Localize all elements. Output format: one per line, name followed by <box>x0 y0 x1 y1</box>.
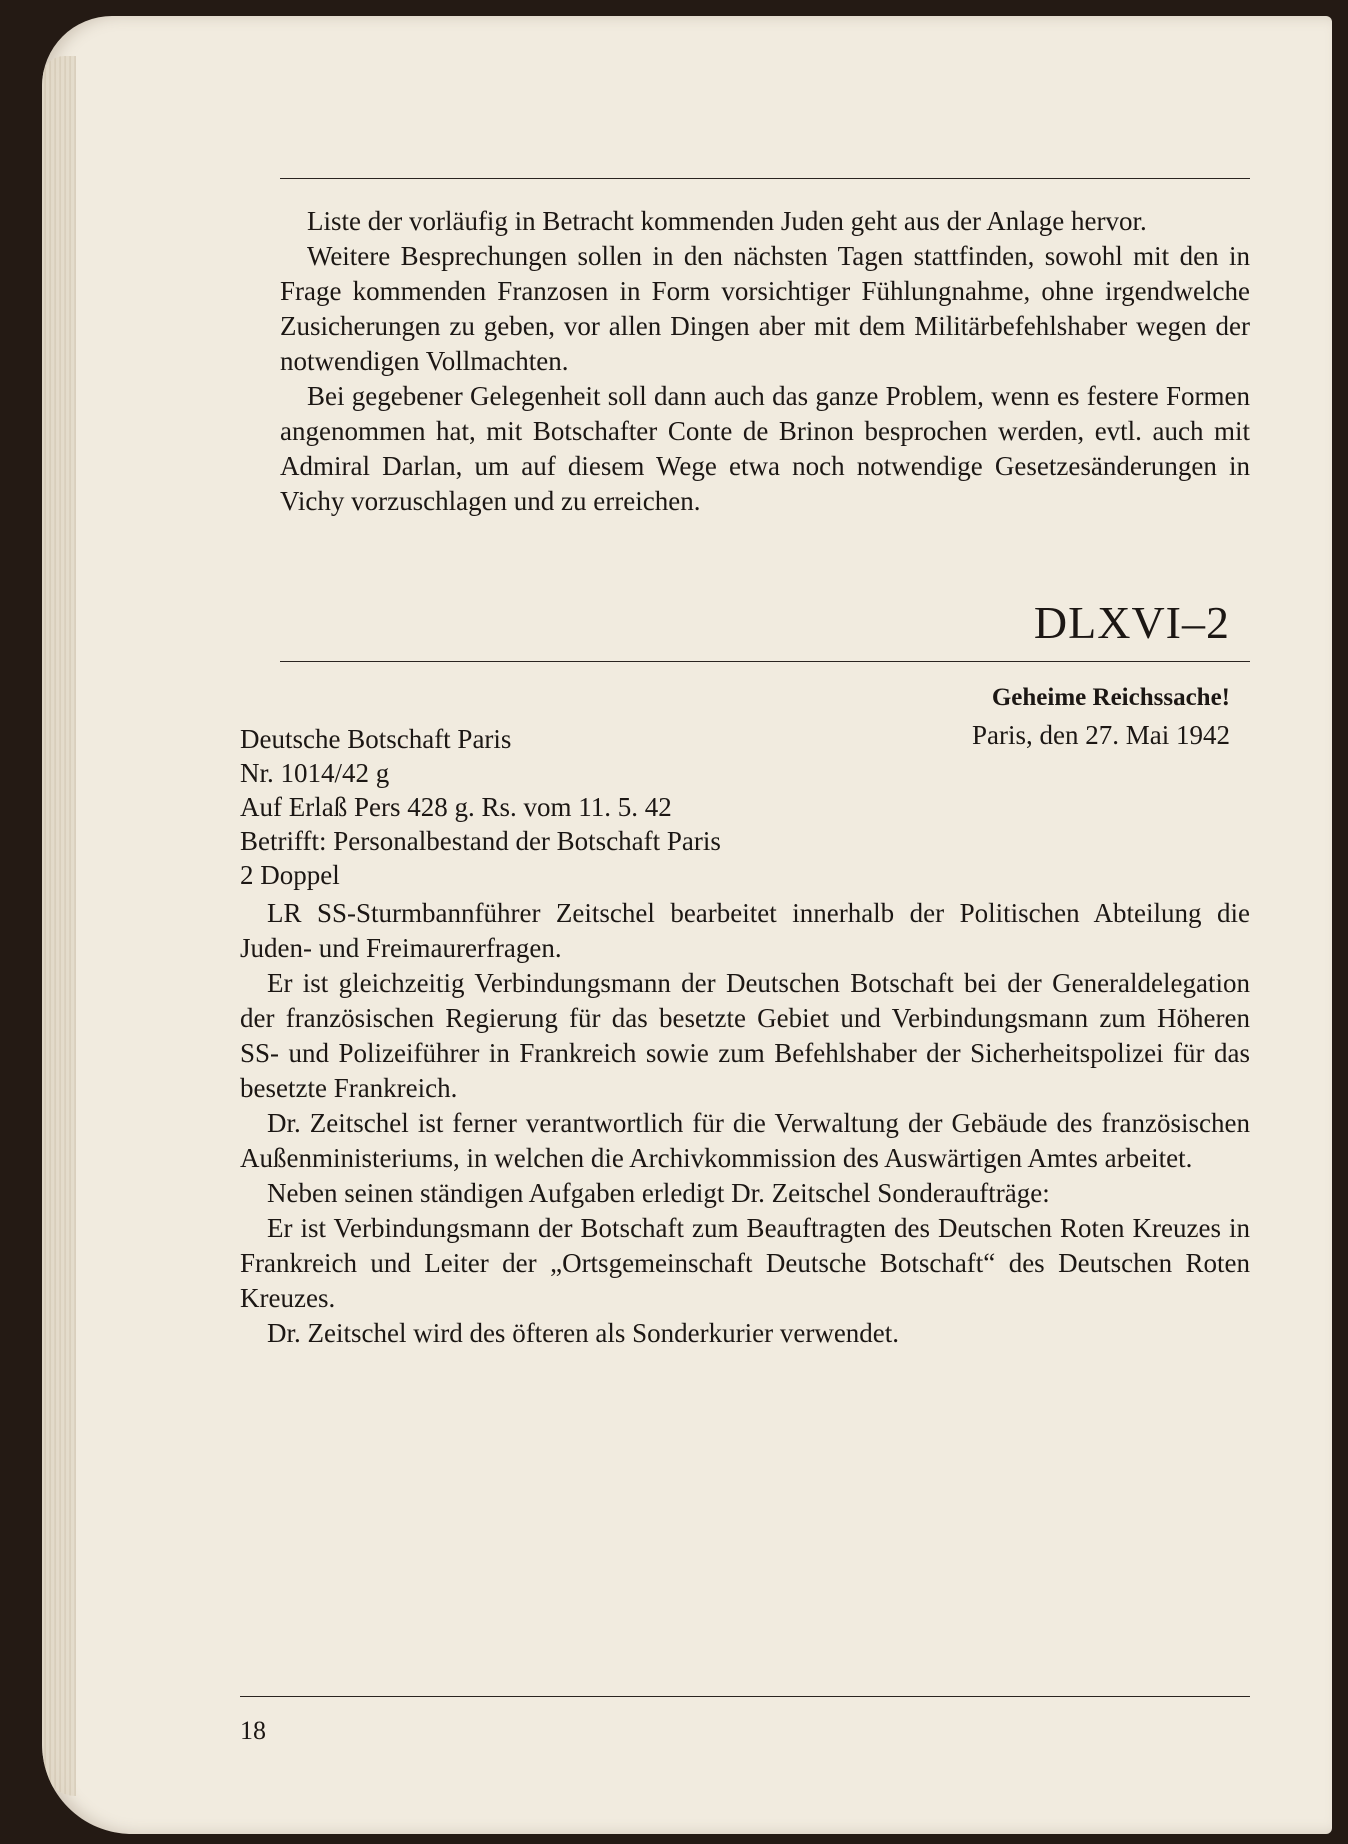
header-line-sender: Deutsche Botschaft Paris <box>240 724 512 754</box>
paragraph: LR SS-Sturmbannführer Zeitschel bearbeitet innerhalb der Politischen Abteilung die Juden- und Freimaurerfragen. <box>240 898 1250 963</box>
classification-label: Geheime Reichssache! <box>991 684 1230 711</box>
top-rule <box>280 178 1250 179</box>
document-body <box>240 896 1250 1351</box>
place-date: Paris, den 27. Mai 1942 <box>972 720 1230 750</box>
header-line-subject: Betrifft: Personalbestand der Botschaft Paris <box>240 826 721 856</box>
continued-text-block <box>280 204 1250 519</box>
document-number: DLXVI–2 <box>1033 597 1230 648</box>
paragraph: Er ist gleichzeitig Verbindungsmann der Deutschen Botschaft bei der Generaldelegation der französischen Regierung für das besetzte Gebiet und Verbindungsmann zum Höheren SS- und Polizeiführer in Frankreich sowie zum Befehlshaber der Sicherheitspolizei für das besetzte Frankreich. <box>240 968 1250 1103</box>
paragraph: Dr. Zeitschel ist ferner verantwortlich für die Verwaltung der Gebäude des französischen Außenministeriums, in welchen die Archivkommission des Auswärtigen Amtes arbeitet. <box>240 1108 1250 1173</box>
paragraph: Weitere Besprechungen sollen in den nächsten Tagen stattfinden, sowohl mit den in Frage kommenden Franzosen in Form vorsichtiger Fühlungnahme, ohne irgendwelche Zusicherungen zu geben, vor allen Dingen aber mit dem Militärbefehlshaber wegen der notwendigen Vollmachten. <box>280 241 1250 376</box>
header-line-reference: Auf Erlaß Pers 428 g. Rs. vom 11. 5. 42 <box>240 792 672 822</box>
heading-rule <box>280 661 1250 662</box>
header-line-copies: 2 Doppel <box>240 860 340 890</box>
paragraph: Neben seinen ständigen Aufgaben erledigt Dr. Zeitschel Sonderaufträge: <box>267 1178 1050 1208</box>
page-edge-stack <box>42 56 76 1796</box>
header-line-number: Nr. 1014/42 g <box>240 758 390 788</box>
book-page <box>42 16 1332 1834</box>
paragraph: Liste der vorläufig in Betracht kommenden Juden geht aus der Anlage hervor. <box>307 206 1147 236</box>
page-number: 18 <box>240 1716 266 1745</box>
paragraph: Er ist Verbindungsmann der Botschaft zum Beauftragten des Deutschen Roten Kreuzes in Frankreich und Leiter der „Ortsgemeinschaft Deutsche Botschaft“ des Deutschen Roten Kreuzes. <box>240 1213 1250 1313</box>
paragraph: Dr. Zeitschel wird des öfteren als Sonderkurier verwendet. <box>267 1318 900 1348</box>
paragraph: Bei gegebener Gelegenheit soll dann auch das ganze Problem, wenn es festere Formen angenommen hat, mit Botschafter Conte de Brinon besprochen werden, evtl. auch mit Admiral Darlan, um auf diesem Wege etwa noch notwendige Gesetzesänderungen in Vichy vorzuschlagen und zu erreichen. <box>280 381 1250 516</box>
footer-rule <box>240 1696 1250 1697</box>
